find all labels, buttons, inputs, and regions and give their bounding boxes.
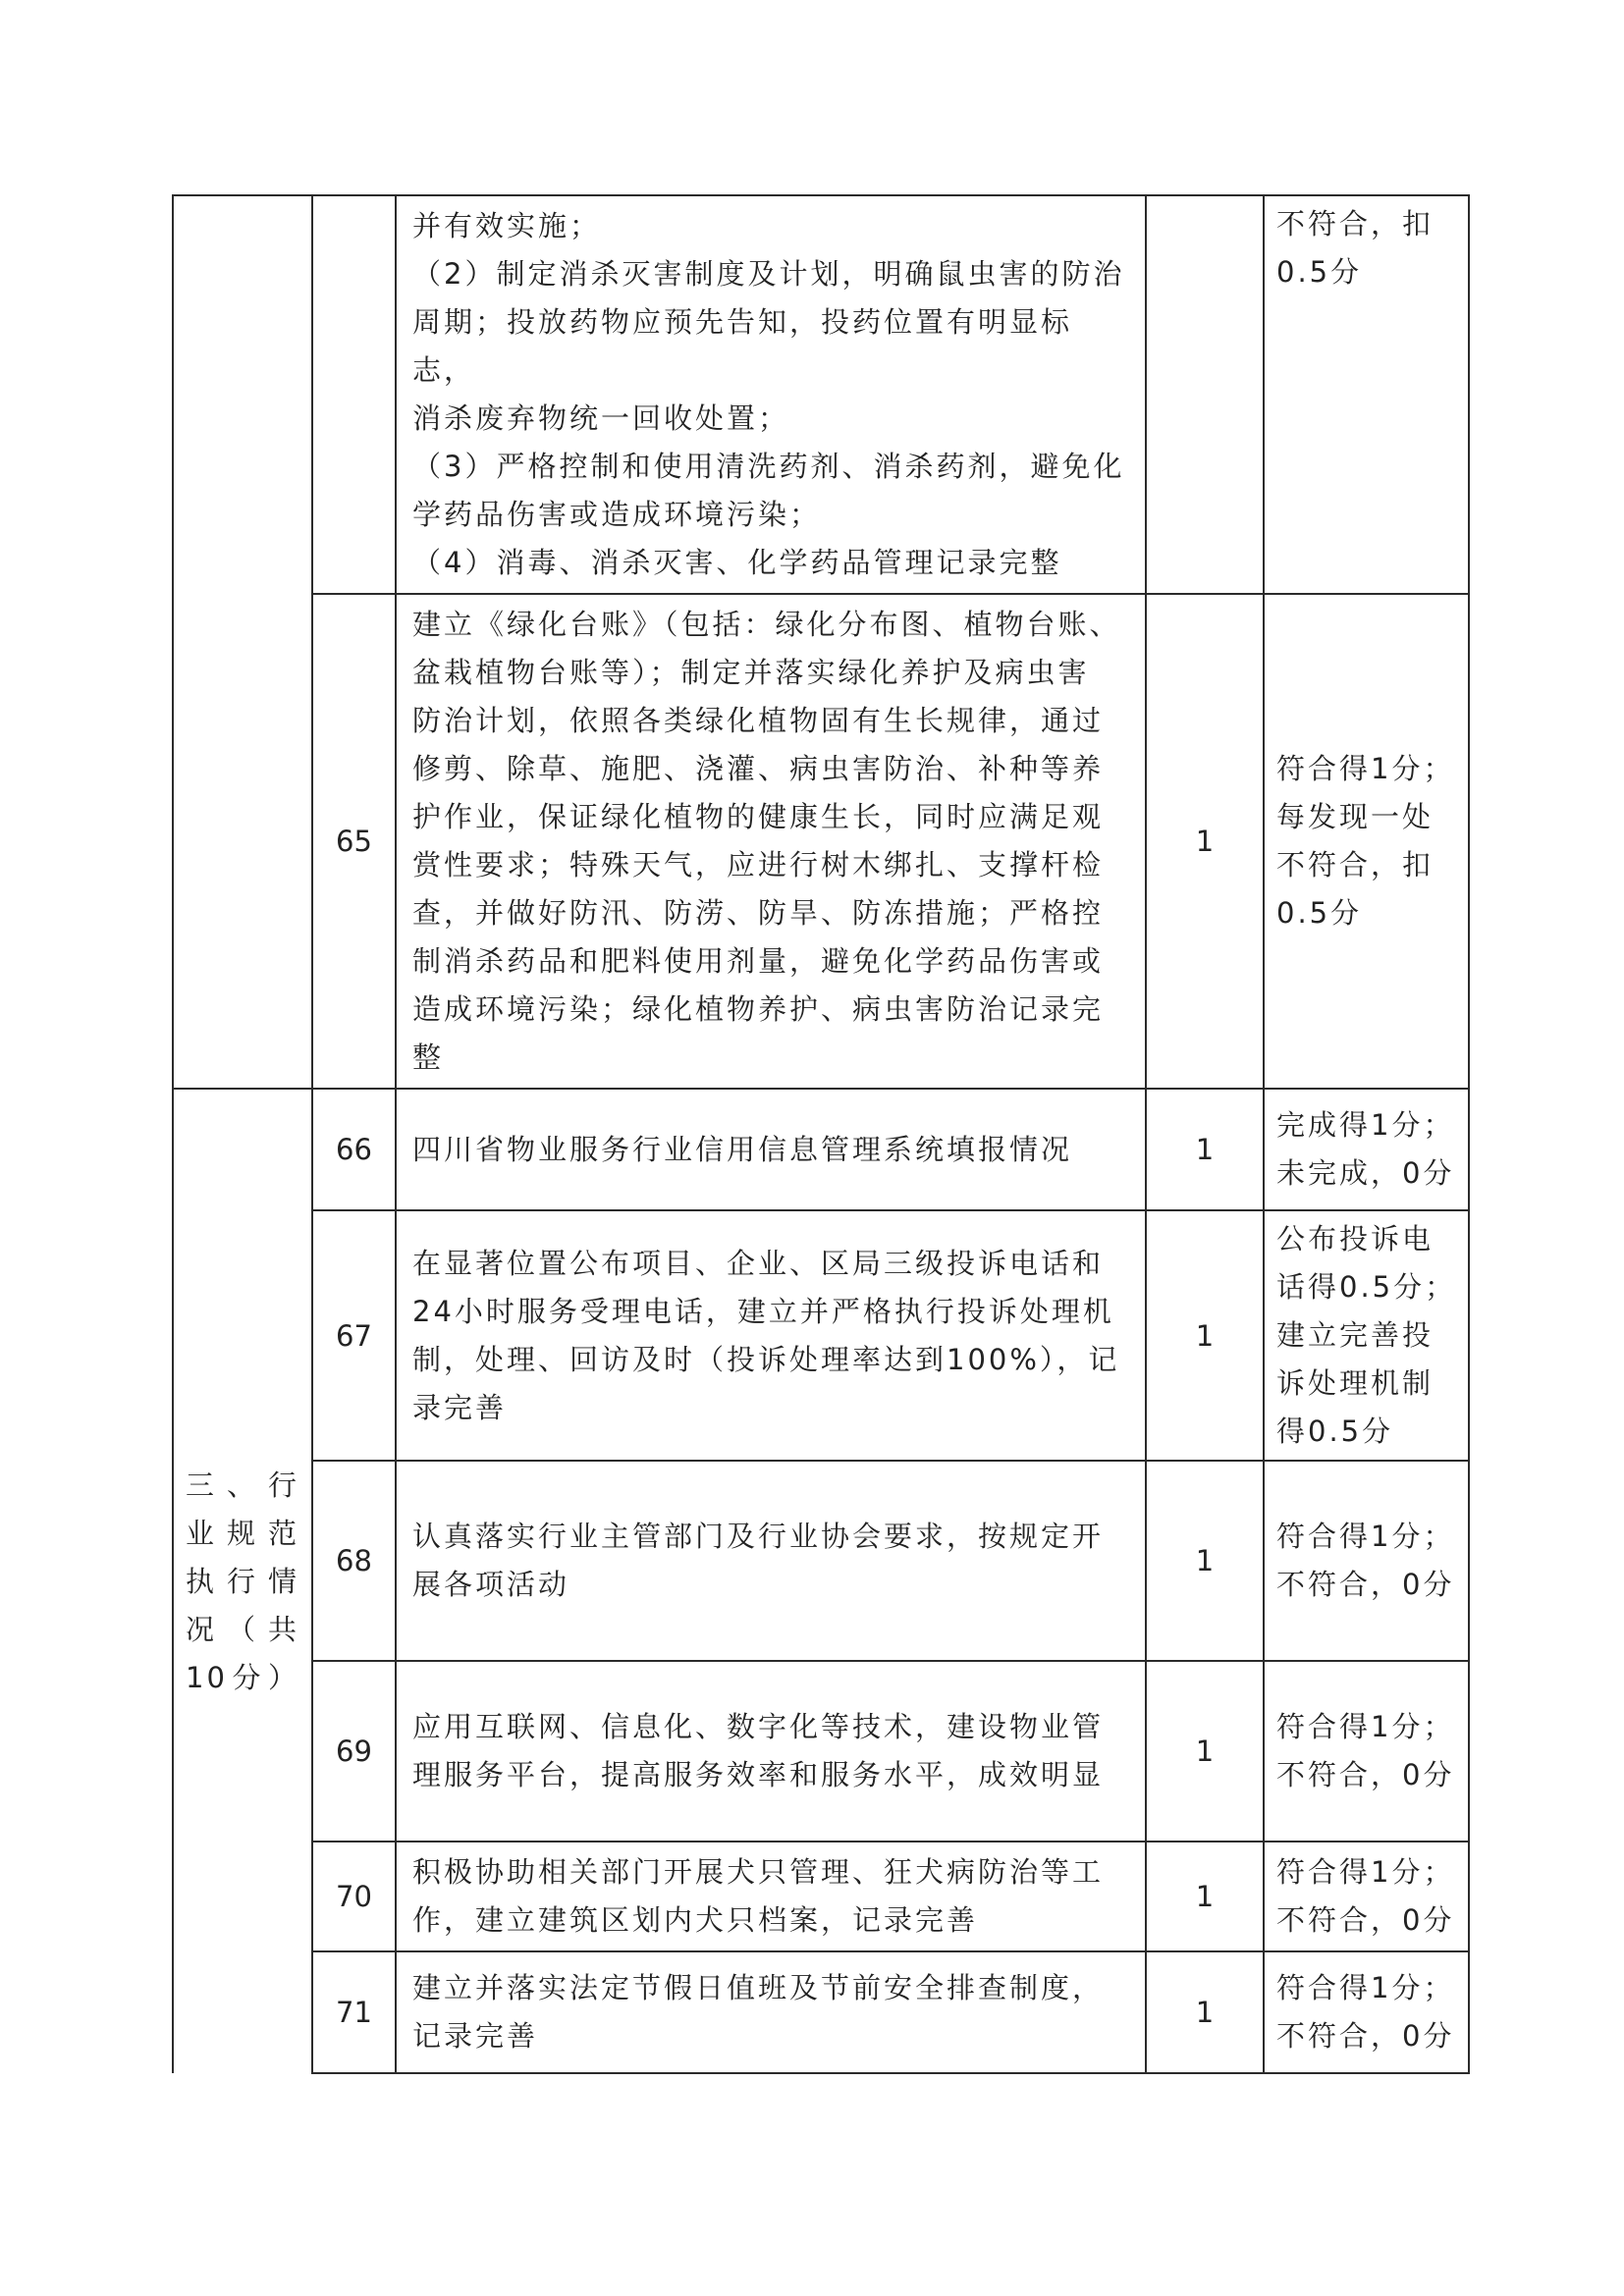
scoring-rule [1264, 1089, 1469, 1210]
description-line: 四川省物业服务行业信用信息管理系统填报情况 [412, 1132, 1073, 1166]
scoring-rule [1264, 1842, 1469, 1951]
table-row [173, 1461, 1469, 1661]
rule-line: 0.5分 [1276, 255, 1363, 289]
rule-text [1265, 1699, 1468, 1803]
description-line: 造成环境污染；绿化植物养护、病虫害防治记录完 [412, 992, 1105, 1026]
rule-line: 不符合，0分 [1276, 2019, 1455, 2053]
item-score: 1 [1146, 1951, 1264, 2073]
rule-line: 话得0.5分； [1276, 1270, 1457, 1304]
description-text [397, 1958, 1145, 2066]
description-line: 并有效实施； [412, 209, 602, 242]
description-line: 作，建立建筑区划内犬只档案，记录完善 [412, 1903, 979, 1937]
item-description [396, 195, 1146, 594]
description-line: 积极协助相关部门开展犬只管理、狂犬病防治等工 [412, 1855, 1105, 1889]
item-description [396, 1661, 1146, 1842]
description-line: 防治计划，依照各类绿化植物固有生长规律，通过 [412, 704, 1105, 737]
scoring-rule [1264, 1661, 1469, 1842]
description-line: 制，处理、回访及时（投诉处理率达到100%），记 [412, 1342, 1120, 1376]
category-line: 执行情 [186, 1564, 299, 1598]
item-score: 1 [1146, 1089, 1264, 1210]
table-row [173, 1089, 1469, 1210]
category-line: 况（共 [186, 1612, 299, 1646]
item-number: 67 [312, 1210, 396, 1461]
description-line: 认真落实行业主管部门及行业协会要求，按规定开 [412, 1520, 1105, 1553]
item-number: 65 [312, 594, 396, 1089]
description-line: 建立并落实法定节假日值班及节前安全排查制度， [412, 1971, 1105, 2004]
description-text [397, 595, 1145, 1088]
description-line: 查，并做好防汛、防涝、防旱、防冻措施；严格控 [412, 896, 1105, 930]
table-row [173, 1951, 1469, 2073]
description-line: 周期；投放药物应预先告知，投药位置有明显标志， [412, 305, 1073, 387]
description-line: 整 [412, 1041, 445, 1074]
item-description [396, 1210, 1146, 1461]
rule-line: 符合得1分； [1276, 752, 1455, 785]
table-row [173, 1842, 1469, 1951]
scoring-rule [1264, 1951, 1469, 2073]
table-row [173, 1210, 1469, 1461]
category-cell [173, 1089, 312, 2073]
rule-text [1265, 1211, 1468, 1460]
rule-line: 符合得1分； [1276, 1710, 1455, 1743]
description-line: 理服务平台，提高服务效率和服务水平，成效明显 [412, 1758, 1105, 1791]
item-number [312, 195, 396, 594]
rule-line: 诉处理机制 [1276, 1366, 1435, 1400]
description-line: 消杀废弃物统一回收处置； [412, 401, 790, 435]
description-text [397, 196, 1145, 593]
description-line: （3）严格控制和使用清洗药剂、消杀药剂，避免化 [412, 450, 1125, 483]
description-line: 在显著位置公布项目、企业、区局三级投诉电话和 [412, 1246, 1105, 1280]
item-number: 71 [312, 1951, 396, 2073]
rule-line: 每发现一处 [1276, 800, 1435, 833]
scoring-rule [1264, 1210, 1469, 1461]
description-line: 制消杀药品和肥料使用剂量，避免化学药品伤害或 [412, 944, 1105, 978]
item-number: 68 [312, 1461, 396, 1661]
description-line: 护作业，保证绿化植物的健康生长，同时应满足观 [412, 800, 1105, 833]
scoring-rule [1264, 594, 1469, 1089]
rule-text [1265, 1960, 1468, 2064]
description-line: 展各项活动 [412, 1568, 570, 1601]
description-line: 建立《绿化台账》（包括：绿化分布图、植物台账、 [412, 608, 1121, 641]
item-score: 1 [1146, 1210, 1264, 1461]
item-number: 69 [312, 1661, 396, 1842]
description-text [397, 1507, 1145, 1615]
rule-line: 得0.5分 [1276, 1415, 1394, 1448]
item-description [396, 1089, 1146, 1210]
description-text [397, 1234, 1145, 1438]
rule-line: 未完成，0分 [1276, 1156, 1455, 1190]
item-score: 1 [1146, 1842, 1264, 1951]
item-number: 66 [312, 1089, 396, 1210]
rule-text [1265, 741, 1468, 941]
rule-line: 符合得1分； [1276, 1520, 1455, 1553]
description-text [397, 1697, 1145, 1805]
scoring-table [172, 194, 1470, 2074]
item-score: 1 [1146, 594, 1264, 1089]
category-line: 业规范 [186, 1516, 299, 1550]
description-line: 赏性要求；特殊天气，应进行树木绑扎、支撑杆检 [412, 848, 1105, 881]
description-line: 学药品伤害或造成环境污染； [412, 498, 822, 531]
description-line: 记录完善 [412, 2019, 539, 2053]
description-line: （4）消毒、消杀灭害、化学药品管理记录完整 [412, 546, 1062, 579]
rule-line: 公布投诉电 [1276, 1222, 1435, 1255]
description-line: 24小时服务受理电话，建立并严格执行投诉处理机 [412, 1294, 1114, 1328]
item-description [396, 1951, 1146, 2073]
rule-text [1265, 1509, 1468, 1613]
table-row [173, 594, 1469, 1089]
rule-line: 不符合，扣 [1276, 848, 1435, 881]
category-line: 10分） [186, 1660, 299, 1694]
item-score: 1 [1146, 1461, 1264, 1661]
rule-text [1265, 1097, 1468, 1201]
item-description [396, 594, 1146, 1089]
description-line: 盆栽植物台账等）；制定并落实绿化养护及病虫害 [412, 656, 1090, 689]
description-line: 应用互联网、信息化、数字化等技术，建设物业管 [412, 1710, 1105, 1743]
rule-text [1265, 1844, 1468, 1949]
scoring-rule [1264, 195, 1469, 594]
rule-line: 0.5分 [1276, 896, 1363, 930]
rule-line: 不符合，0分 [1276, 1568, 1455, 1601]
description-text [397, 1120, 1145, 1180]
rule-line: 不符合，扣 [1276, 207, 1435, 240]
category-line: 三、行 [186, 1468, 299, 1502]
item-number: 70 [312, 1842, 396, 1951]
table-row [173, 195, 1469, 594]
item-score [1146, 195, 1264, 594]
description-line: 修剪、除草、施肥、浇灌、病虫害防治、补种等养 [412, 752, 1105, 785]
rule-text [1265, 196, 1468, 300]
item-score: 1 [1146, 1661, 1264, 1842]
rule-line: 完成得1分； [1276, 1108, 1455, 1142]
description-line: （2）制定消杀灭害制度及计划，明确鼠虫害的防治 [412, 257, 1125, 291]
rule-line: 符合得1分； [1276, 1855, 1455, 1889]
item-description [396, 1461, 1146, 1661]
rule-line: 不符合，0分 [1276, 1758, 1455, 1791]
rule-line: 符合得1分； [1276, 1971, 1455, 2004]
item-description [396, 1842, 1146, 1951]
description-line: 录完善 [412, 1390, 508, 1424]
category-cell-previous [173, 594, 312, 1089]
rule-line: 不符合，0分 [1276, 1903, 1455, 1937]
category-label [174, 1462, 311, 1702]
description-text [397, 1842, 1145, 1950]
table-row [173, 1661, 1469, 1842]
scoring-rule [1264, 1461, 1469, 1661]
category-cell-previous [173, 195, 312, 594]
rule-line: 建立完善投 [1276, 1318, 1435, 1352]
